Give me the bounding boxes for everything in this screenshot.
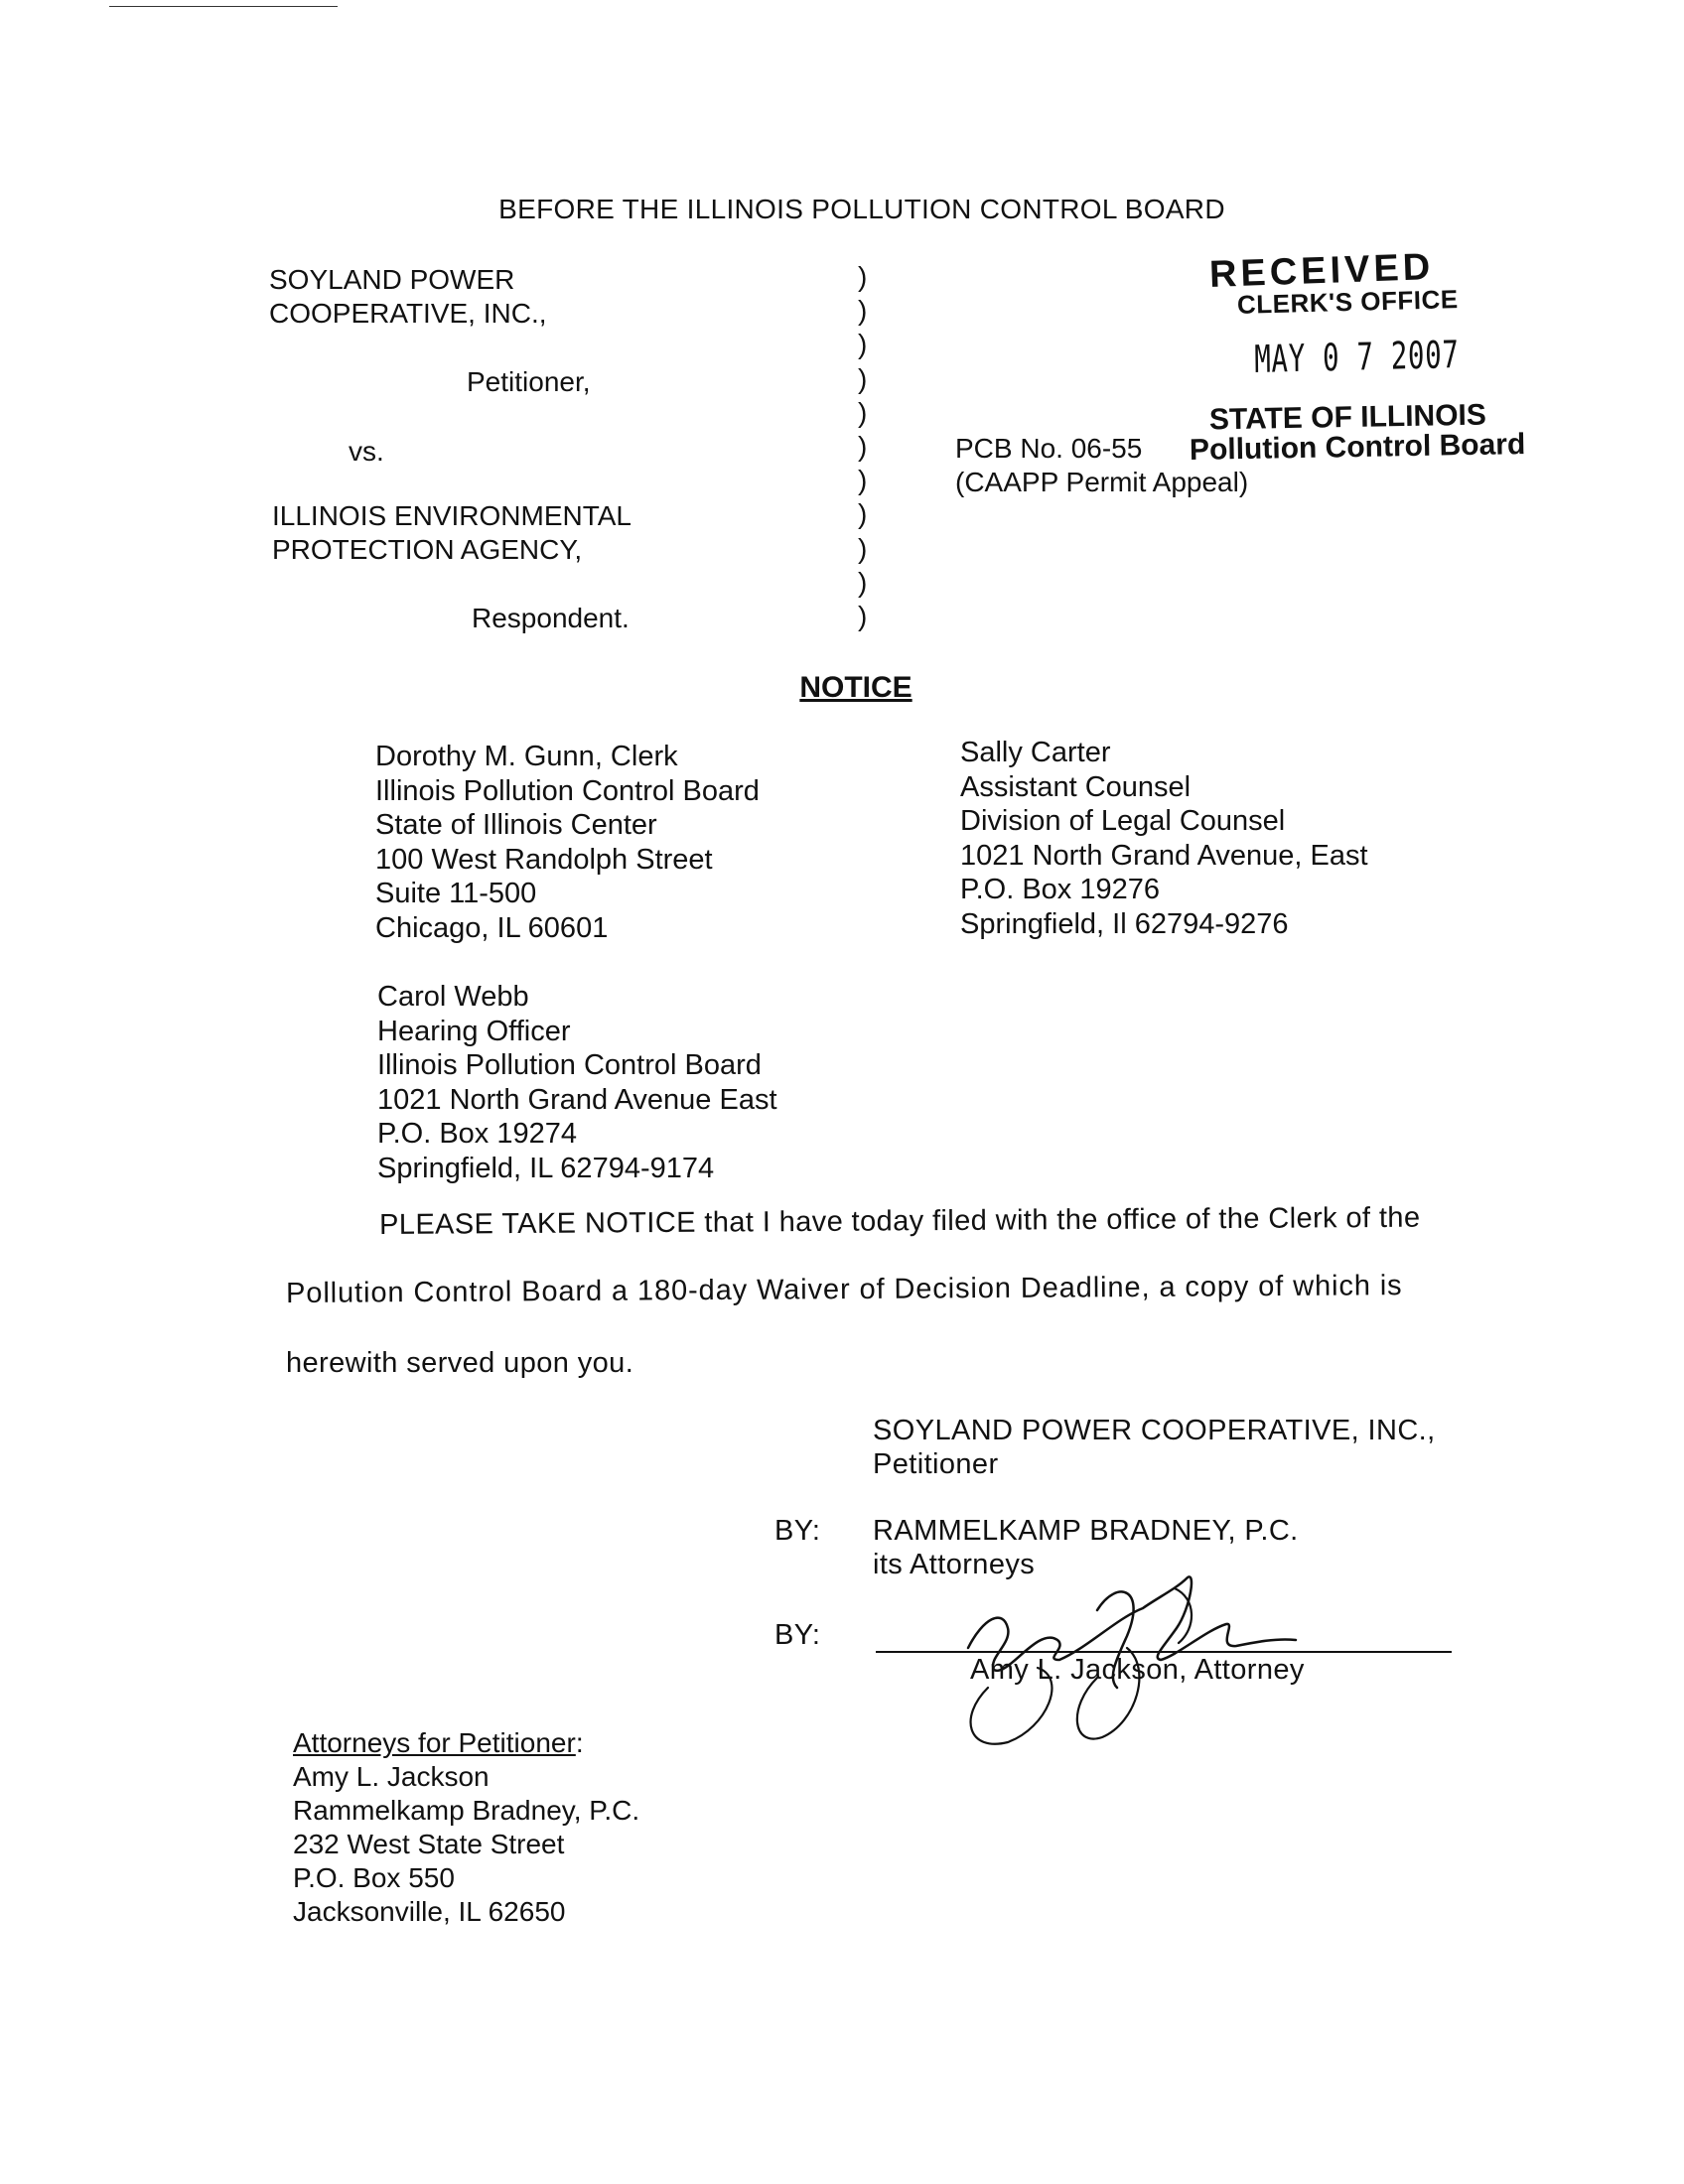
attorney-line: Rammelkamp Bradney, P.C.	[293, 1795, 640, 1826]
signer-name: Amy L. Jackson, Attorney	[970, 1654, 1305, 1686]
received-stamp-title: RECEIVED	[1208, 246, 1435, 296]
case-number: PCB No. 06-55	[955, 433, 1143, 464]
address-line: Sally Carter	[960, 737, 1111, 768]
recipient-counsel	[960, 736, 1368, 941]
by-label-signer: BY:	[774, 1619, 821, 1651]
caption-paren: )	[858, 329, 868, 360]
signature-firm-role: its Attorneys	[873, 1549, 1036, 1580]
received-stamp-board: Pollution Control Board	[1189, 428, 1526, 467]
document-heading: BEFORE THE ILLINOIS POLLUTION CONTROL BOARD	[498, 194, 1225, 224]
notice-body-line-1: PLEASE TAKE NOTICE that I have today filed with the office of the Clerk of the	[379, 1201, 1421, 1241]
signature-party-role: Petitioner	[873, 1448, 999, 1480]
address-line: Carol Webb	[377, 981, 529, 1013]
received-stamp-date: MAY 0 7 2007	[1254, 332, 1460, 381]
petitioner-role: Petitioner,	[467, 366, 591, 397]
address-line: Chicago, IL 60601	[375, 911, 609, 944]
caption-paren: )	[858, 566, 868, 598]
address-line: Springfield, IL 62794-9174	[377, 1152, 715, 1184]
attorney-line: P.O. Box 550	[293, 1862, 455, 1893]
address-line: 1021 North Grand Avenue East	[377, 1083, 777, 1116]
respondent-name-line-2: PROTECTION AGENCY,	[272, 534, 583, 565]
caption-paren: )	[858, 396, 868, 428]
address-line: Assistant Counsel	[960, 770, 1192, 803]
attorney-line: Amy L. Jackson	[293, 1761, 490, 1792]
address-line: Dorothy M. Gunn, Clerk	[375, 741, 678, 772]
caption-paren: )	[858, 600, 868, 631]
caption-paren: )	[858, 430, 868, 462]
attorneys-block	[293, 1726, 639, 1929]
attorneys-heading	[293, 1726, 639, 1760]
caption-paren: )	[858, 261, 868, 292]
address-line: P.O. Box 19276	[960, 874, 1161, 905]
versus-label: vs.	[349, 436, 384, 467]
recipient-clerk	[375, 740, 760, 945]
address-line: State of Illinois Center	[375, 809, 657, 841]
notice-title: NOTICE	[799, 671, 912, 704]
address-line: Hearing Officer	[377, 1015, 571, 1047]
caption-paren: )	[858, 465, 868, 496]
received-stamp-office: CLERK'S OFFICE	[1236, 284, 1459, 320]
address-line: Illinois Pollution Control Board	[377, 1049, 762, 1081]
respondent-role: Respondent.	[472, 603, 630, 633]
address-line: Springfield, Il 62794-9276	[960, 907, 1289, 940]
address-line: Illinois Pollution Control Board	[375, 774, 760, 807]
attorneys-label: Attorneys for Petitioner	[293, 1727, 576, 1758]
by-label-firm: BY:	[774, 1515, 821, 1547]
attorneys-label-colon: :	[575, 1727, 584, 1758]
signature-firm: RAMMELKAMP BRADNEY, P.C.	[873, 1515, 1299, 1547]
notice-body-line-2: Pollution Control Board a 180-day Waiver of Decision Deadline, a copy of which is	[286, 1270, 1403, 1309]
attorney-line: 232 West State Street	[293, 1829, 565, 1859]
notice-body-line-3: herewith served upon you.	[286, 1347, 634, 1379]
address-line: Division of Legal Counsel	[960, 805, 1286, 837]
address-line: P.O. Box 19274	[377, 1118, 578, 1150]
signature-party: SOYLAND POWER COOPERATIVE, INC.,	[873, 1415, 1436, 1446]
address-line: 1021 North Grand Avenue, East	[960, 839, 1368, 872]
caption-paren: )	[858, 295, 868, 327]
caption-paren: )	[858, 498, 868, 530]
received-stamp-state: STATE OF ILLINOIS	[1208, 398, 1487, 437]
scan-artifact-line	[109, 6, 338, 7]
address-line: Suite 11-500	[375, 878, 537, 909]
petitioner-name-line-2: COOPERATIVE, INC.,	[269, 298, 547, 329]
address-line: 100 West Randolph Street	[375, 843, 713, 876]
handwritten-signature	[948, 1549, 1345, 1757]
petitioner-name-line-1: SOYLAND POWER	[269, 264, 515, 295]
attorney-line: Jacksonville, IL 62650	[293, 1896, 566, 1927]
caption-paren: )	[858, 362, 868, 394]
recipient-hearing-officer	[377, 980, 777, 1185]
case-type: (CAAPP Permit Appeal)	[955, 467, 1249, 497]
caption-parentheses	[858, 260, 878, 633]
respondent-name-line-1: ILLINOIS ENVIRONMENTAL	[272, 500, 632, 531]
caption-paren: )	[858, 532, 868, 564]
